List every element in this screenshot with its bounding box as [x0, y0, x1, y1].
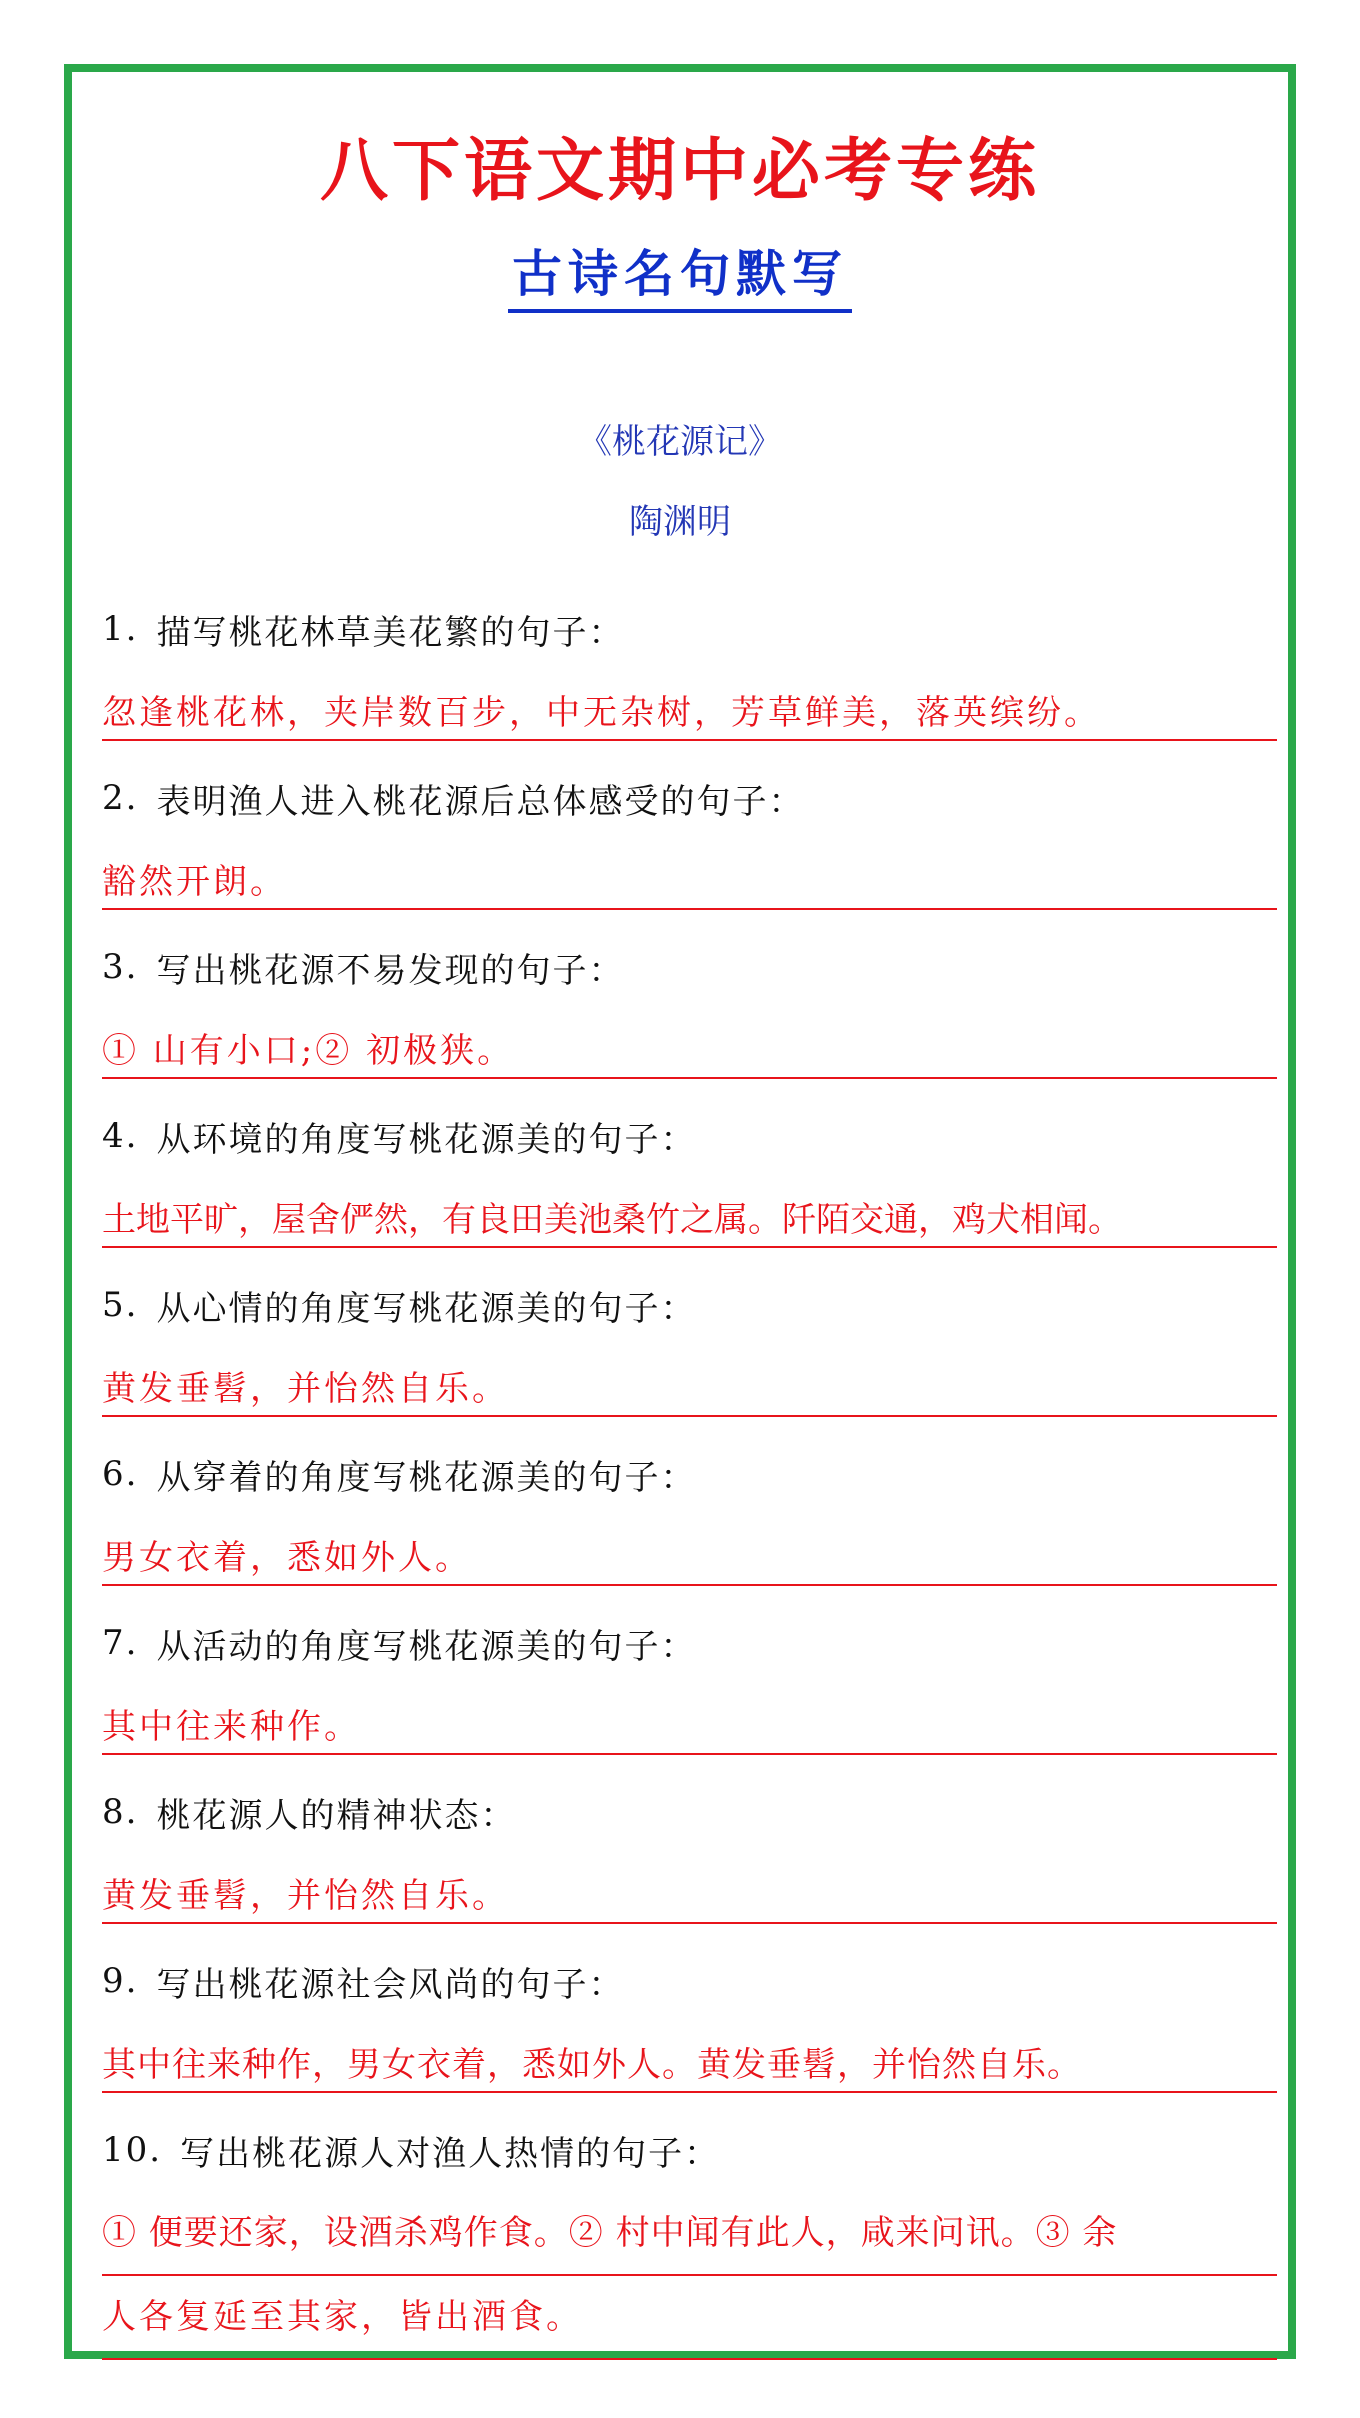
question-6	[102, 1432, 1277, 1586]
answer-line: 忽逢桃花林，夹岸数百步，中无杂树，芳草鲜美，落英缤纷。	[102, 671, 1277, 741]
question-2	[102, 756, 1277, 910]
question-number: 8.	[102, 1792, 139, 1832]
question-prompt	[102, 925, 1277, 1009]
answer-line: 黄发垂髫，并怡然自乐。	[102, 1347, 1277, 1417]
question-text: 写出桃花源不易发现的句子：	[156, 950, 625, 991]
question-number: 6.	[102, 1454, 139, 1494]
page-frame	[64, 64, 1296, 2359]
question-9	[102, 1939, 1277, 2093]
question-text: 描写桃花林草美花繁的句子：	[156, 612, 625, 653]
answer-line: 人各复延至其家，皆出酒食。	[102, 2276, 1277, 2360]
question-4	[102, 1094, 1277, 1248]
question-prompt	[102, 1770, 1277, 1854]
question-number: 1.	[102, 609, 139, 649]
answer-line: 豁然开朗。	[102, 840, 1277, 910]
page-subtitle: 古诗名句默写	[508, 239, 852, 313]
answer-block	[102, 2192, 1277, 2360]
question-text: 从环境的角度写桃花源美的句子：	[156, 1119, 697, 1160]
question-prompt	[102, 587, 1277, 671]
question-text: 写出桃花源人对渔人热情的句子：	[180, 2133, 721, 2174]
question-number: 5.	[102, 1285, 139, 1325]
answer-line: ① 山有小口;② 初极狭。	[102, 1009, 1277, 1079]
question-text: 桃花源人的精神状态：	[156, 1795, 517, 1836]
answer-line: 其中往来种作，男女衣着，悉如外人。黄发垂髫，并怡然自乐。	[102, 2023, 1277, 2093]
question-1	[102, 587, 1277, 741]
question-number: 3.	[102, 947, 139, 987]
question-text: 从活动的角度写桃花源美的句子：	[156, 1626, 697, 1667]
answer-line: 其中往来种作。	[102, 1685, 1277, 1755]
question-number: 4.	[102, 1116, 139, 1156]
question-prompt	[102, 756, 1277, 840]
question-prompt	[102, 1432, 1277, 1516]
answer-line: ① 便要还家，设酒杀鸡作食。② 村中闻有此人，咸来问讯。③ 余	[102, 2192, 1277, 2276]
question-number: 2.	[102, 778, 139, 818]
question-5	[102, 1263, 1277, 1417]
question-prompt	[102, 1094, 1277, 1178]
question-text: 从心情的角度写桃花源美的句子：	[156, 1288, 697, 1329]
question-prompt	[102, 2108, 1277, 2192]
question-7	[102, 1601, 1277, 1755]
question-prompt	[102, 1601, 1277, 1685]
question-prompt	[102, 1263, 1277, 1347]
answer-line: 男女衣着，悉如外人。	[102, 1516, 1277, 1586]
question-number: 10.	[102, 2130, 163, 2170]
question-number: 7.	[102, 1623, 139, 1663]
question-text: 从穿着的角度写桃花源美的句子：	[156, 1457, 697, 1498]
answer-line: 土地平旷，屋舍俨然，有良田美池桑竹之属。阡陌交通，鸡犬相闻。	[102, 1178, 1277, 1248]
question-3	[102, 925, 1277, 1079]
question-prompt	[102, 1939, 1277, 2023]
question-10	[102, 2108, 1277, 2360]
answer-line: 黄发垂髫，并怡然自乐。	[102, 1854, 1277, 1924]
question-text: 写出桃花源社会风尚的句子：	[156, 1964, 625, 2005]
poem-author: 陶渊明	[629, 502, 731, 542]
poem-title: 《桃花源记》	[578, 422, 782, 462]
question-8	[102, 1770, 1277, 1924]
subtitle-container	[72, 239, 1288, 313]
page-title: 八下语文期中必考专练	[319, 132, 1040, 211]
question-text: 表明渔人进入桃花源后总体感受的句子：	[156, 781, 805, 822]
question-number: 9.	[102, 1961, 139, 2001]
